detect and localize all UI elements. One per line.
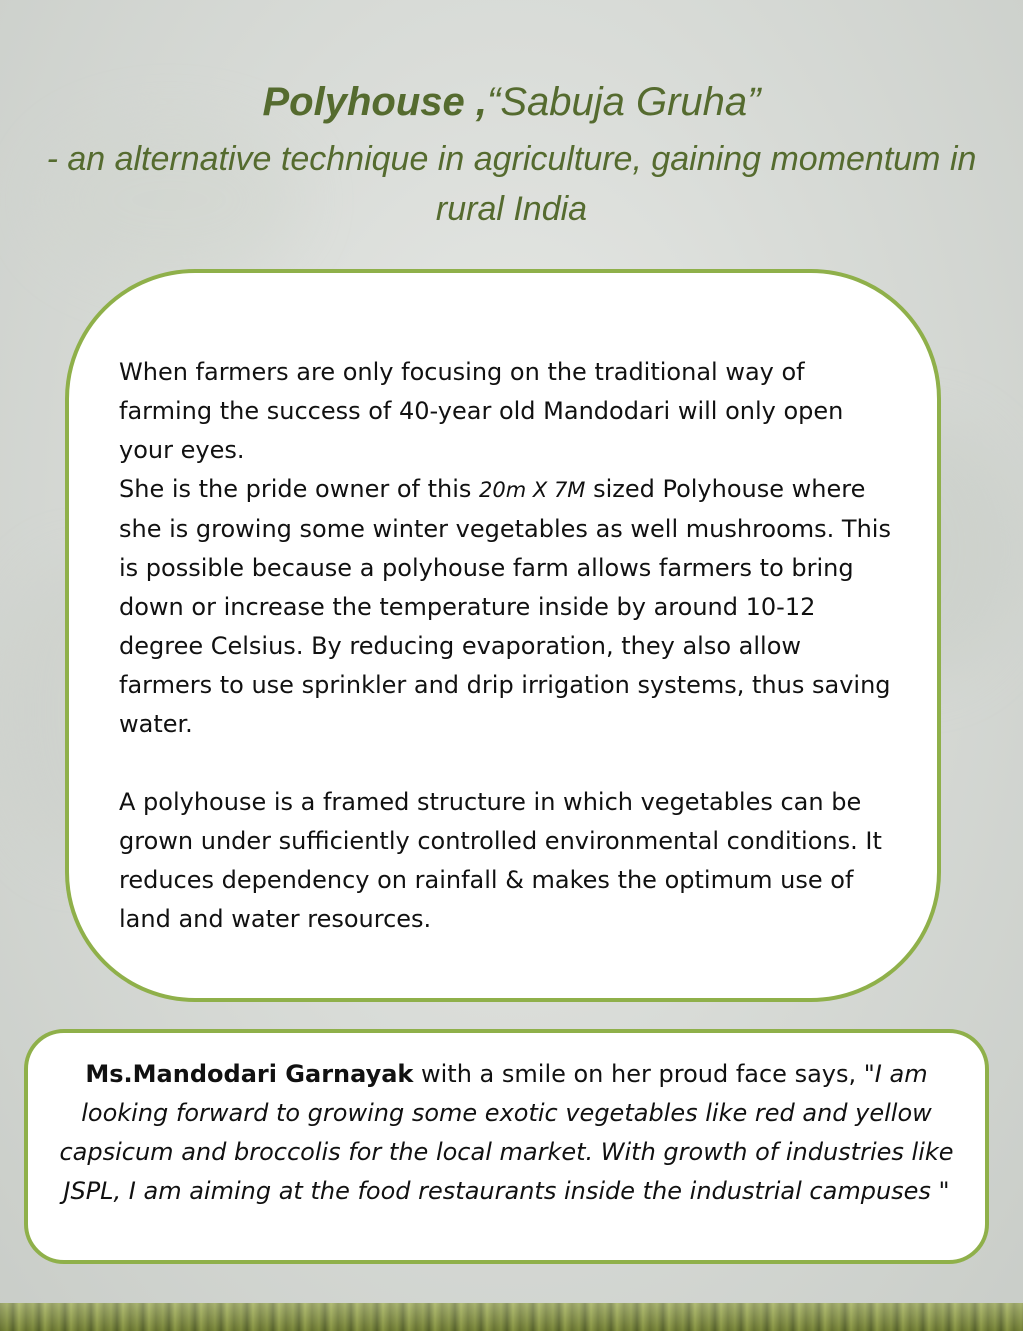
- quote-lead-in: with a smile on her proud face says,: [413, 1060, 864, 1088]
- article-body: [119, 353, 899, 939]
- owner-text-start: She is the pride owner of this: [119, 475, 480, 503]
- article-paragraph-intro: When farmers are only focusing on the traditional way of farming the success of 40-year old Mandodari will only open your eyes.: [119, 358, 844, 464]
- title-sabuja-gruha: “Sabuja Gruha”: [487, 80, 761, 124]
- footer-grass-image: [0, 1303, 1023, 1331]
- title-subtitle: - an alternative technique in agriculture, gaining momentum in rural India: [46, 140, 977, 228]
- quote-card: [24, 1029, 989, 1264]
- quote-body: [58, 1055, 955, 1211]
- paragraph-spacer: [119, 744, 899, 783]
- quote-text: "I am looking forward to growing some exotic vegetables like red and yellow capsicum and broccolis for the local market. With growth of industries like JSPL, I am aiming at the food restaurants inside the industrial campuses ": [59, 1060, 954, 1205]
- article-paragraph-definition: A polyhouse is a framed structure in which vegetables can be grown under sufficiently controlled environmental conditions. It reduces dependency on rainfall & makes the optimum use of land and water resources.: [119, 788, 882, 933]
- owner-text-rest: sized Polyhouse where she is growing some winter vegetables as well mushrooms. This is possible because a polyhouse farm allows farmers to bring down or increase the temperature inside by around 10-12 degree Celsius. By reducing evaporation, they also allow farmers to use sprinkler and drip irrigation systems, thus saving water.: [119, 475, 891, 738]
- title-polyhouse: Polyhouse ,: [262, 80, 487, 124]
- page-title: [40, 74, 983, 234]
- article-paragraph-owner: [119, 470, 899, 744]
- quote-speaker-name: Ms.Mandodari Garnayak: [85, 1060, 414, 1088]
- polyhouse-size: 20m X 7M: [479, 478, 586, 502]
- title-heading: [40, 74, 983, 130]
- article-card: [65, 269, 941, 1002]
